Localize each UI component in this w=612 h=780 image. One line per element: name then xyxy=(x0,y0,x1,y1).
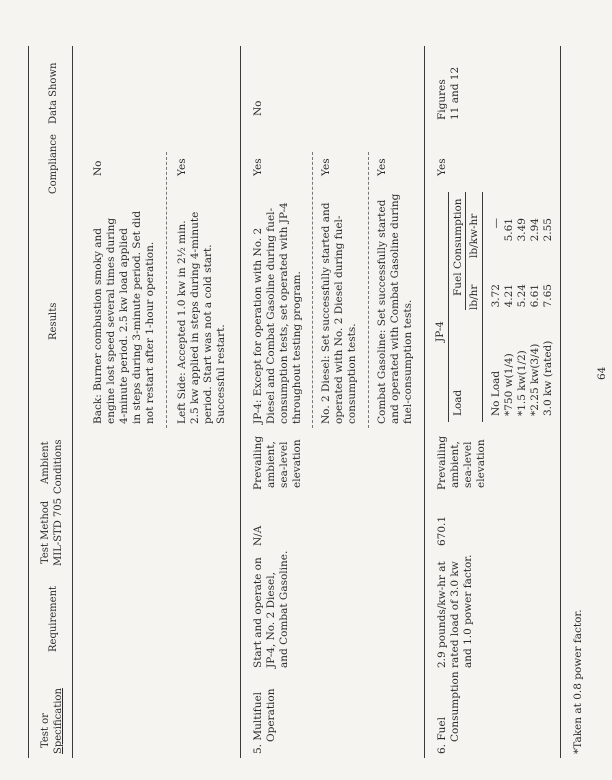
header-ambient-line1: Ambient xyxy=(40,441,51,484)
fuel-row-lbkwhr: — xyxy=(490,218,502,229)
row5-top-rule xyxy=(240,46,241,758)
row5-compliance-diesel: Yes xyxy=(320,158,332,176)
row5-method: N/A xyxy=(252,525,264,546)
subtable-col-load: Load xyxy=(452,389,464,416)
fuel-row-load: *750 w(1/4) xyxy=(503,353,515,416)
fuel-row-lbhr: 5.24 xyxy=(516,284,528,308)
row5-spec-line2: Operation xyxy=(265,688,277,742)
fuel-row-load: No Load xyxy=(490,370,502,416)
header-compliance: Compliance xyxy=(48,134,59,194)
header-rule xyxy=(72,46,73,758)
fuel-row-load: *2.25 kw(3/4) xyxy=(529,343,541,416)
header-test-method-line2: MIL-STD 705 xyxy=(53,497,64,566)
compliance-left-side: Yes xyxy=(176,158,188,176)
row5-compliance-gasoline: Yes xyxy=(376,158,388,176)
subtable-col-lbkwhr: lb/kw-hr xyxy=(468,213,480,258)
row6-top-rule xyxy=(424,46,425,758)
subtable-header-rule xyxy=(482,192,483,422)
compliance-back: No xyxy=(92,160,104,176)
fuel-row-lbhr: 4.21 xyxy=(503,284,515,308)
dashed-rule-1 xyxy=(166,152,167,428)
fuel-row-lbhr: 7.65 xyxy=(542,284,554,308)
bottom-rule xyxy=(560,46,561,758)
fuel-row-lbkwhr: 3.49 xyxy=(516,218,528,242)
fuel-row-lbhr: 6.61 xyxy=(529,284,541,308)
row6-data-shown-line1: Figures xyxy=(436,79,448,120)
row6-spec-line2: Consumption xyxy=(449,671,461,742)
footnote: *Taken at 0.8 power factor. xyxy=(572,609,584,754)
subtable-col-fuel: Fuel Consumption xyxy=(452,198,464,296)
subtable-title: JP-4 xyxy=(434,321,446,342)
row5-data-shown: No xyxy=(252,100,264,116)
header-test-or-spec-line2: Specification xyxy=(53,688,64,754)
subtable-title-rule xyxy=(448,192,449,422)
fuel-row-lbkwhr: 2.55 xyxy=(542,218,554,242)
header-test-or-spec-line1: Test or xyxy=(40,713,51,748)
row6-compliance: Yes xyxy=(436,158,448,176)
header-requirement: Requirement xyxy=(48,585,59,652)
subtable-col-lbhr: lb/hr xyxy=(468,284,480,310)
header-test-method-line1: Test Method xyxy=(40,500,51,564)
dashed-rule-3 xyxy=(368,152,369,428)
subtable-fuel-rule xyxy=(465,192,466,310)
header-data-shown: Data Shown xyxy=(48,62,59,124)
header-ambient-line2: Conditions xyxy=(53,439,64,494)
row5-compliance-jp4: Yes xyxy=(252,158,264,176)
header-results: Results xyxy=(48,302,59,340)
row5-spec-line1: 5. Multifuel xyxy=(252,691,264,754)
page-number: 64 xyxy=(596,366,608,380)
fuel-row-lbhr: 3.72 xyxy=(490,284,502,308)
row6-data-shown-line2: 11 and 12 xyxy=(449,66,461,120)
fuel-row-load: 3.0 kw (rated) xyxy=(542,340,554,416)
dashed-rule-2 xyxy=(312,152,313,428)
fuel-row-lbkwhr: 5.61 xyxy=(503,218,515,242)
top-rule xyxy=(28,46,29,758)
rotated-table-page: Test or Specification Requirement Test Method MIL-STD 705 Ambient Conditions Results Compliance Data Shown Back: Burner combustion smoky and engine lost speed several times during 4-minute period. 2.5 kw load applied in steps during 3-minute period. Set did not restart after 1-hour operation. No Left Side: Accepted 1.0 kw in 2½ min. 2.5 kw applied in steps during 4-minute period. Start was not a cold start. Successful restart. Yes 5. Multifuel Operation Start and operate on JP-4, No. 2 Diesel, and Combat Gasoline. N/A Prevailing ambient, sea-level elevation JP-4: Except for operation with No. 2 Diesel and Combat Gasoline during fuel- consumption tests, set operated with JP-4 throughout testing program. Yes No No. 2 Diesel: Set successfully started and operated with No. 2 Diesel during fuel- consumption tests. Yes Combat Gasoline: Set successfully started and operated with Combat Gasoline during fuel-consumption tests. Yes 6. Fuel Consumption 2.9 pounds/kw-hr at rated load of 3.0 kw and 1.0 power factor. 670.1 Prevailing ambient, sea-level elevation JP-4 Load Fuel Consumption lb/hr lb/kw-hr No Load 3.72 — *750 w(1/4) 4.21 5.61 *1.5 kw(1/2) 5.24 3.49 *2.25 kw(3/4) 6.61 2.94 3.0 kw (rated) 7.65 2.55 Yes Figures 11 and 12 *Taken at 0.8 power factor. xyxy=(0,0,612,780)
fuel-row-lbkwhr: 2.94 xyxy=(529,218,541,242)
fuel-row-load: *1.5 kw(1/2) xyxy=(516,350,528,416)
row6-spec-line1: 6. Fuel xyxy=(436,717,448,754)
row6-method: 670.1 xyxy=(436,515,448,546)
